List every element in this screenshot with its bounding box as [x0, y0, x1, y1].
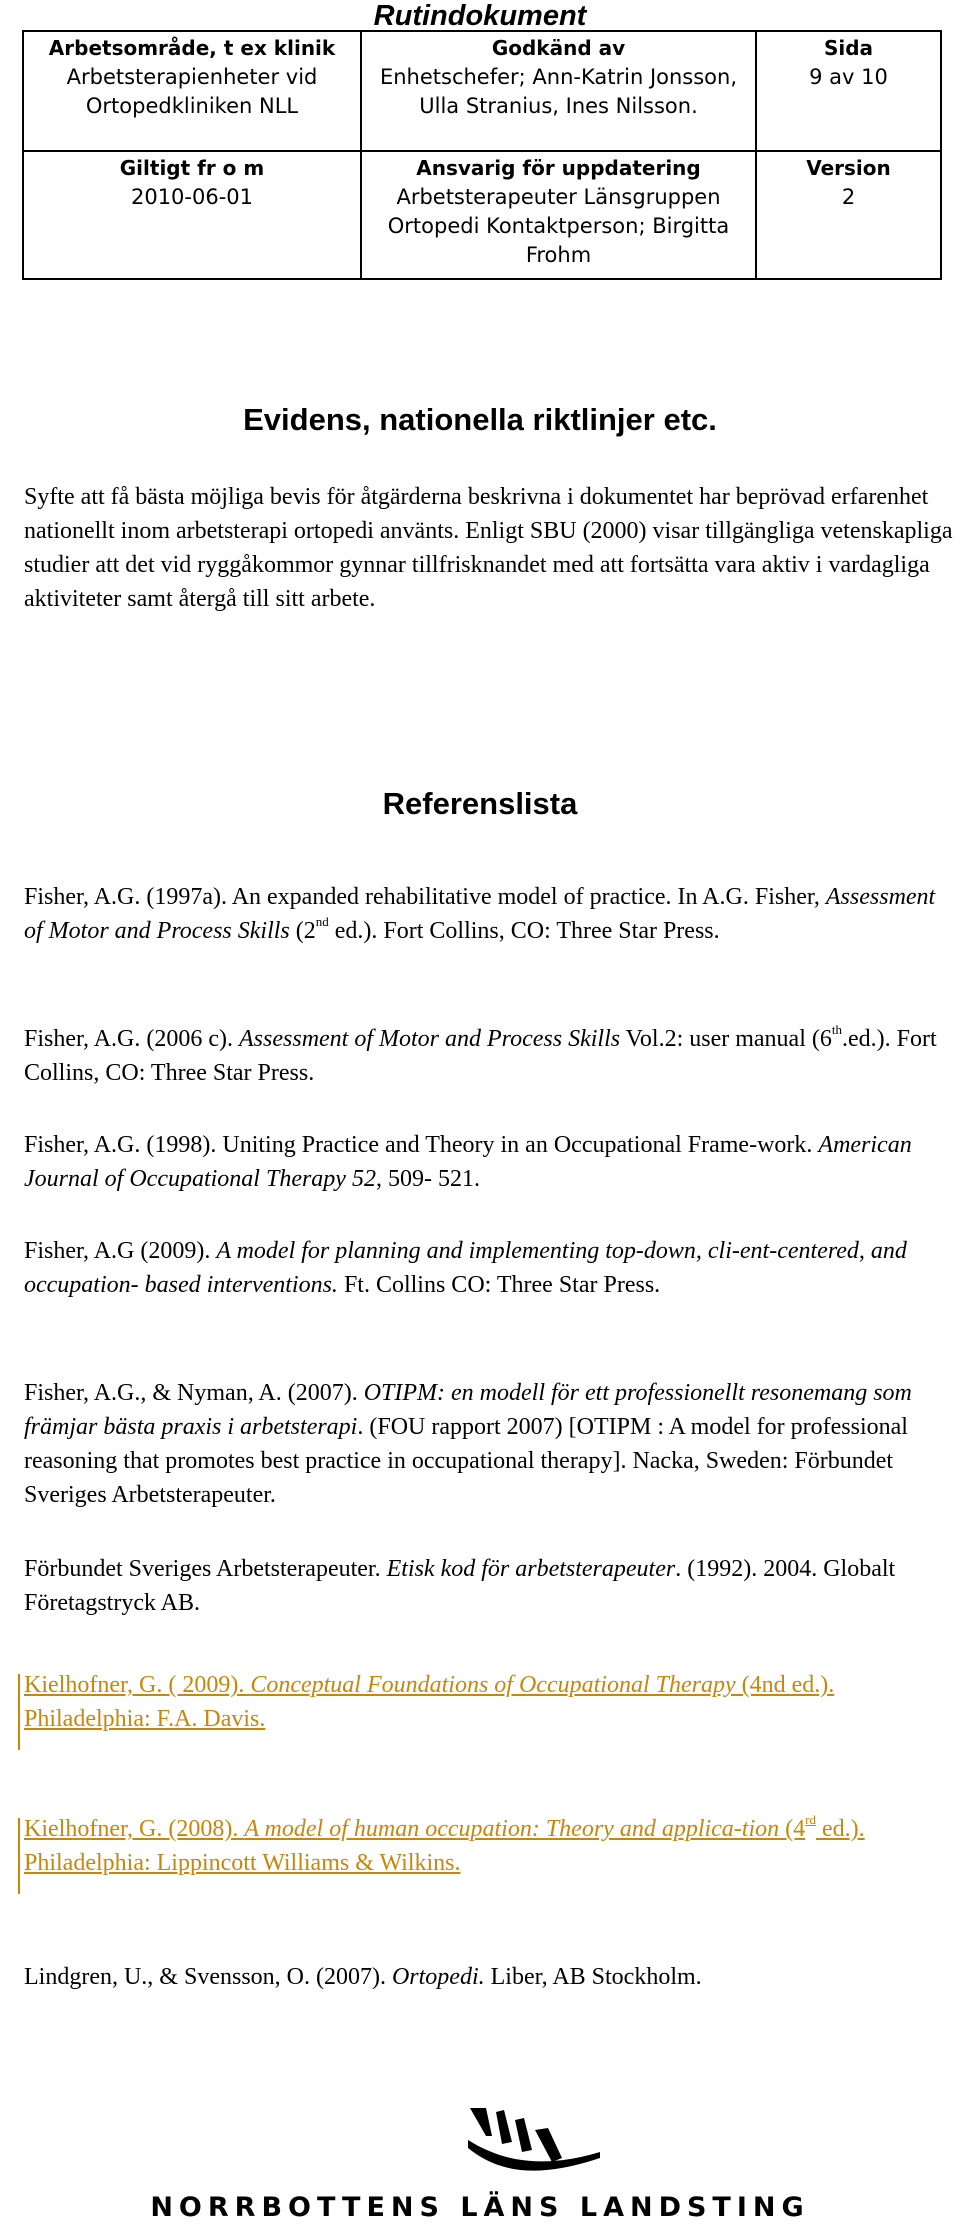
reference-text: , 509- 521. [375, 1166, 480, 1192]
arbetsomrade-label: Arbetsområde, t ex klinik [48, 36, 336, 60]
evidence-body: Syfte att få bästa möjliga bevis för åtgärderna beskrivna i dokumentet har beprövad erfarenhet nationellt inom arbetsterapi ortopedi använts. Enligt SBU (2000) visar tillgängliga vetenskapliga studier att det vid ryggåkommor gynnar tillfrisknandet med att fortsätta vara aktiv i vardagliga aktiviteter samt återgå till sitt arbete. [24, 484, 953, 612]
reference-text: Fisher, A.G (2009). [24, 1238, 217, 1264]
reference-item [24, 1128, 954, 1196]
change-bar [18, 1818, 20, 1894]
header-cell-sida [756, 31, 941, 151]
references-heading: Referenslista [382, 786, 578, 821]
reference-text: Lindgren, U., & Svensson, O. (2007). [24, 1964, 392, 1990]
reference-italic: Assessment of Motor and Process Skills [239, 1026, 621, 1052]
reference-link-item[interactable] [24, 1812, 954, 1880]
giltigt-label: Giltigt fr o m [119, 156, 265, 180]
reference-link-item[interactable] [24, 1668, 954, 1736]
header-cell-godkand [361, 31, 756, 151]
reference-text: Kielhofner, G. ( 2009). [24, 1672, 251, 1698]
organization-name: NORRBOTTENS LÄNS LANDSTING [150, 2192, 810, 2223]
ansvarig-value: Arbetsterapeuter Länsgruppen Ortopedi Kontaktperson; Birgitta Frohm [387, 185, 730, 267]
sida-value: 9 av 10 [809, 65, 888, 89]
reference-text: (4nd ed.). Philadelphia: F.A. Davis. [24, 1672, 835, 1732]
reference-item [24, 1022, 954, 1090]
header-cell-arbetsomrade [23, 31, 361, 151]
reference-text: Fisher, A.G. (1997a). An expanded rehabilitative model of practice. In A.G. Fisher, [24, 884, 826, 910]
reference-text: (2 [289, 918, 316, 944]
change-bar [18, 1674, 20, 1750]
reference-text: . (1992). 2004. Globalt Företagstryck AB. [24, 1556, 896, 1616]
reference-text: Fisher, A.G., & Nyman, A. (2007). [24, 1380, 364, 1406]
header-cell-giltigt [23, 151, 361, 279]
godkand-value: Enhetschefer; Ann-Katrin Jonsson, Ulla Stranius, Ines Nilsson. [379, 65, 738, 118]
reference-text: ed.). Fort Collins, CO: Three Star Press. [328, 918, 720, 944]
reference-item [24, 1552, 954, 1620]
reference-text: Ft. Collins CO: Three Star Press. [337, 1272, 661, 1298]
reference-text: ed.). Philadelphia: Lippincott Williams & Wilkins. [24, 1816, 865, 1876]
document-header-table [22, 30, 942, 280]
version-label: Version [806, 156, 891, 180]
reference-italic: Etisk kod för arbetsterapeuter [386, 1556, 676, 1582]
ansvarig-label: Ansvarig för uppdatering [416, 156, 701, 180]
reference-italic: Conceptual Foundations of Occupational Therapy [250, 1672, 736, 1698]
reference-text: (4 [779, 1816, 806, 1842]
evidence-heading: Evidens, nationella riktlinjer etc. [243, 402, 717, 437]
reference-italic: OTIPM: en modell för ett professionellt resonemang som främjar bästa praxis i arbetsterapi [24, 1380, 912, 1440]
reference-text: Fisher, A.G. (2006 c). [24, 1026, 240, 1052]
reference-text: Kielhofner, G. (2008). [24, 1816, 245, 1842]
arbetsomrade-value: Arbetsterapienheter vid Ortopedkliniken NLL [66, 65, 318, 118]
reference-italic: A model for planning and implementing top-down, cli-ent-centered, and occupation- based interventions. [24, 1238, 907, 1298]
reference-item [24, 1376, 954, 1512]
reference-superscript: th [831, 1022, 842, 1037]
reference-italic: Ortopedi. [391, 1964, 485, 1990]
reference-item [24, 1234, 954, 1302]
reference-text: Förbundet Sveriges Arbetsterapeuter. [24, 1556, 387, 1582]
sida-label: Sida [823, 36, 874, 60]
reference-text: Liber, AB Stockholm. [484, 1964, 702, 1990]
reference-text: .ed.). Fort Collins, CO: Three Star Press. [24, 1026, 937, 1086]
reference-superscript: rd [805, 1812, 816, 1827]
reference-italic: American Journal of Occupational Therapy 52 [24, 1132, 912, 1192]
reference-superscript: nd [315, 914, 329, 929]
reference-text: Vol.2: user manual (6 [620, 1026, 832, 1052]
header-cell-version [756, 151, 941, 279]
reference-item [24, 1960, 954, 1994]
document-title: Rutindokument [373, 0, 587, 32]
reference-text: Fisher, A.G. (1998). Uniting Practice and Theory in an Occupational Frame-work. [24, 1132, 819, 1158]
reference-italic: A model of human occupation: Theory and applica-tion [244, 1816, 780, 1842]
version-value: 2 [841, 185, 856, 209]
reference-item [24, 880, 954, 948]
giltigt-value: 2010-06-01 [130, 185, 254, 209]
reference-text: . (FOU rapport 2007) [OTIPM : A model for professional reasoning that promotes best practice in occupational therapy]. Nacka, Sweden: Förbundet Sveriges Arbetsterapeuter. [24, 1414, 908, 1508]
header-cell-ansvarig [361, 151, 756, 279]
godkand-label: Godkänd av [491, 36, 626, 60]
reference-italic: Assessment of Motor and Process Skills [24, 884, 936, 944]
